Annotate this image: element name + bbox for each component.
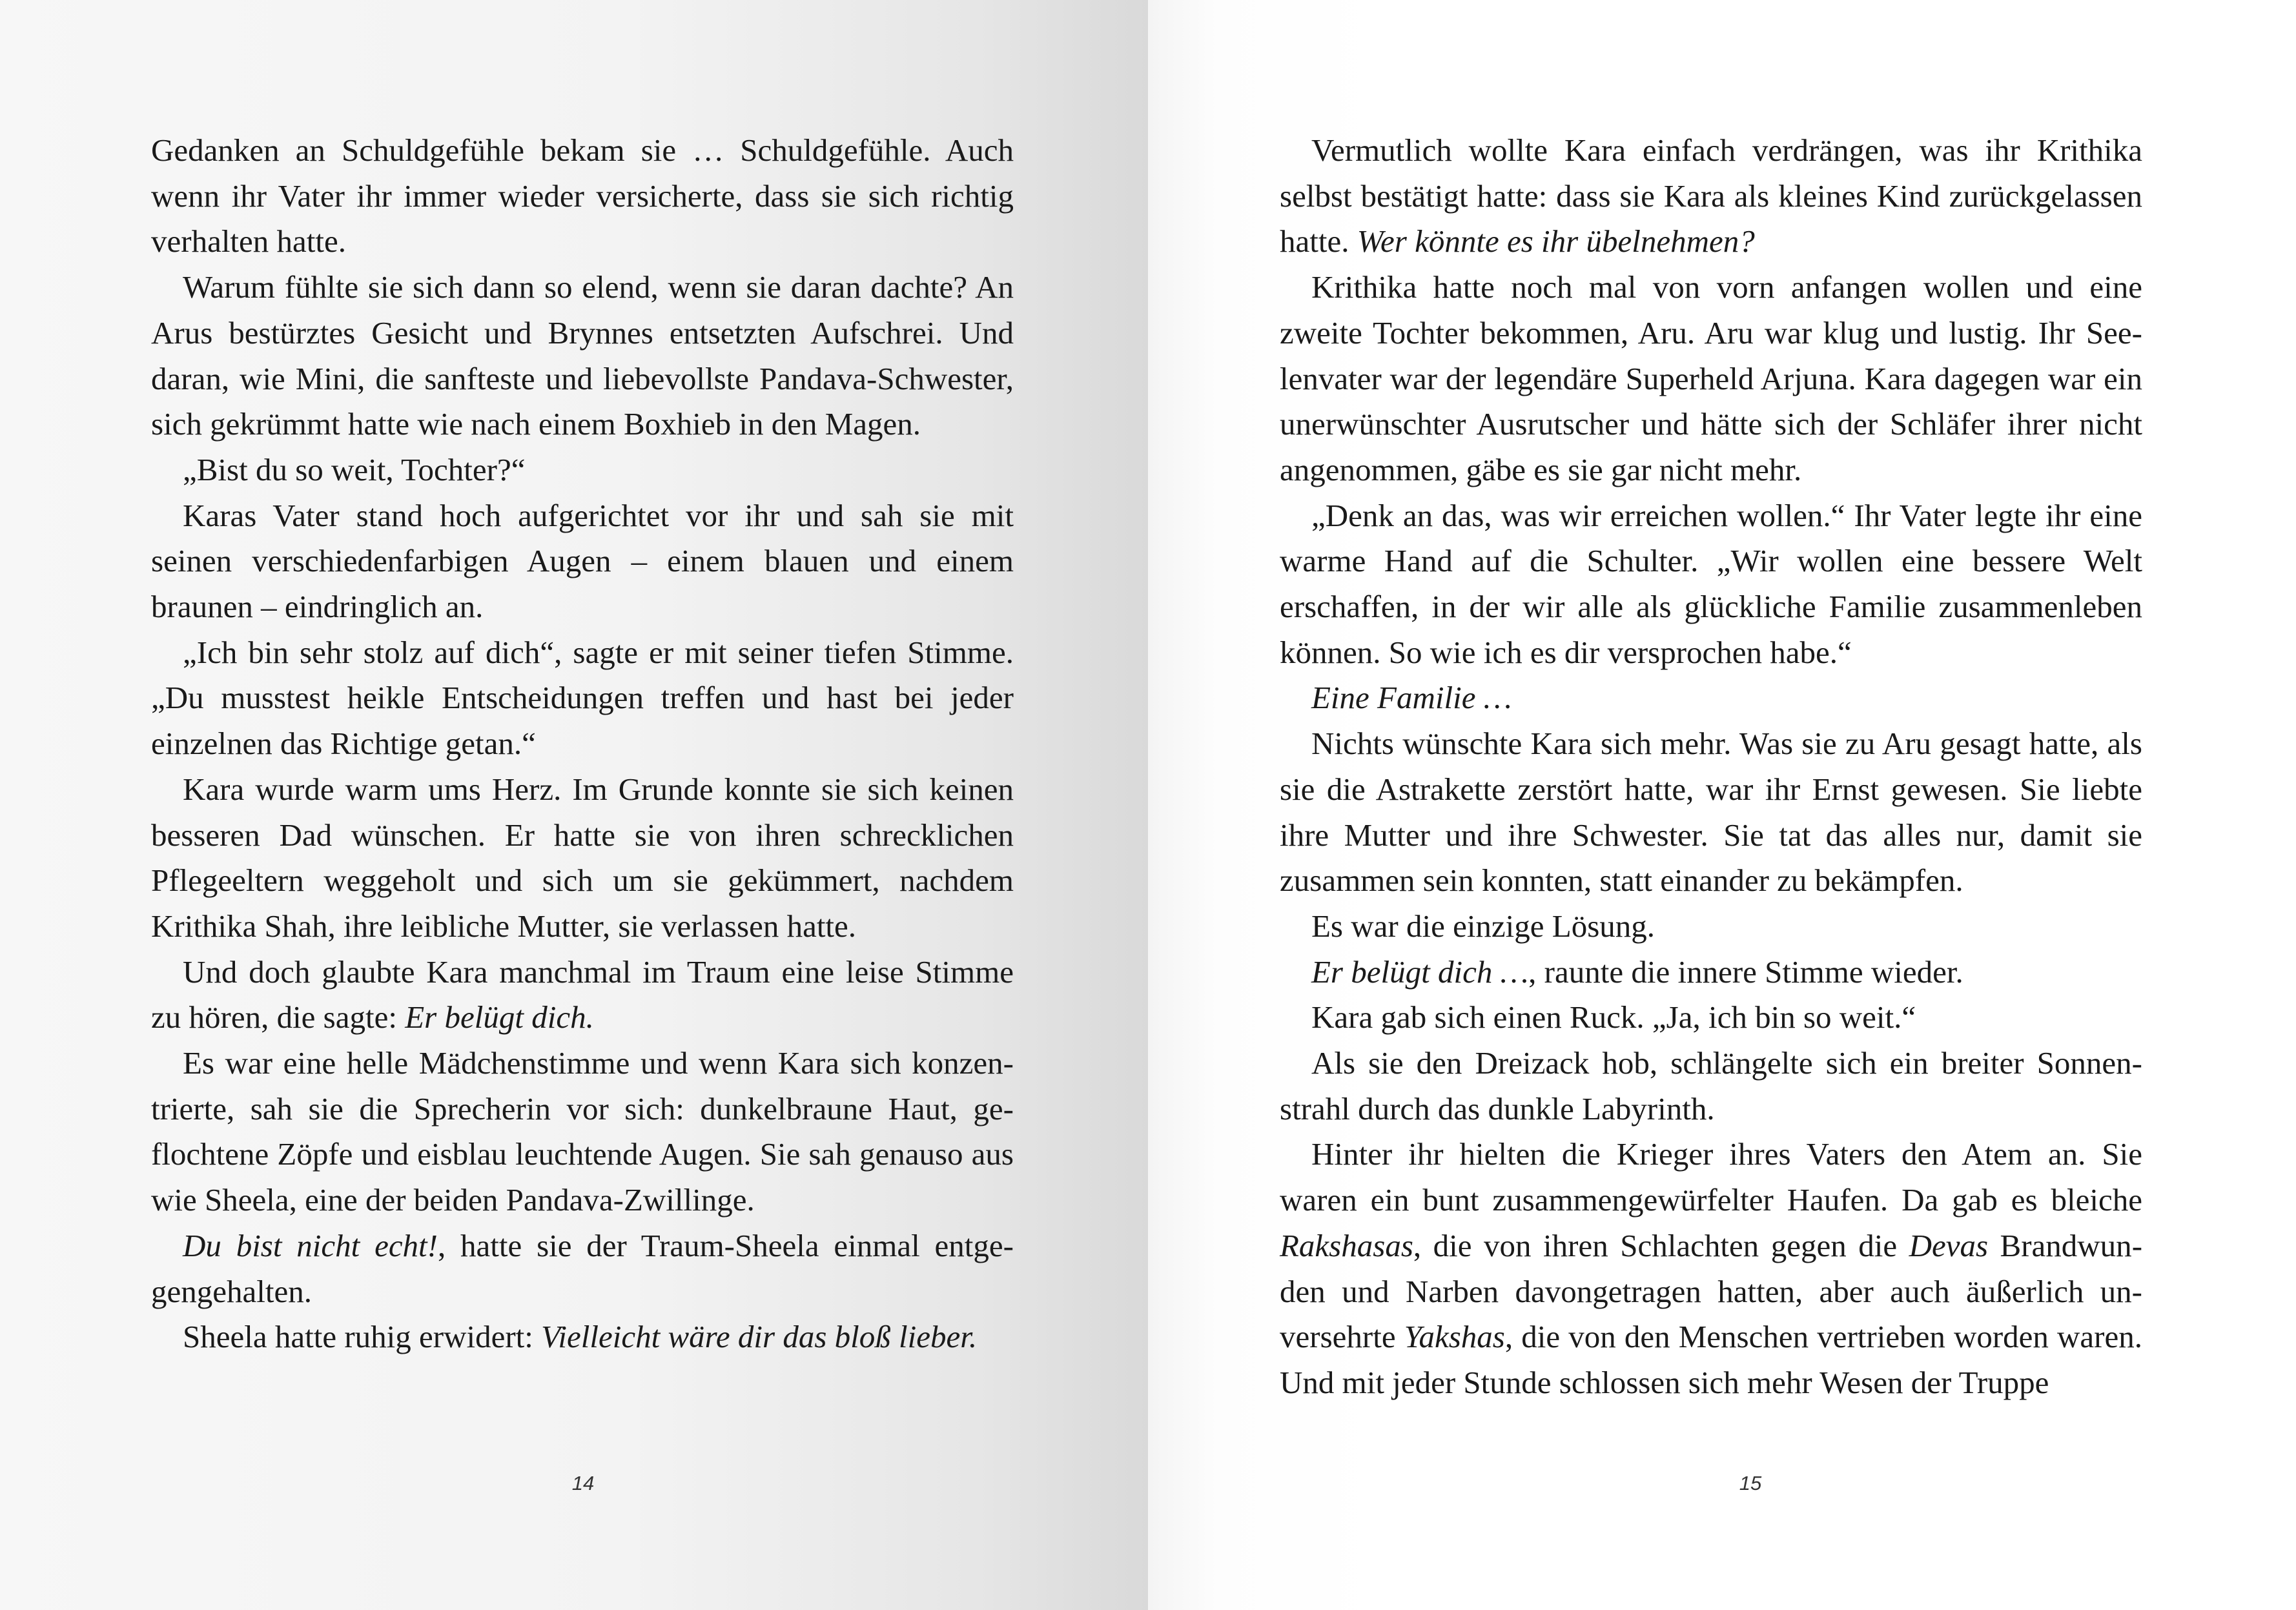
text-segment: Sheela hatte ruhig erwidert:: [183, 1319, 542, 1355]
italic-text-segment: Yakshas: [1404, 1319, 1505, 1355]
paragraph: [1280, 675, 2142, 721]
text-segment: Als sie den Dreizack hob, schlängelte sich ein breiter Sonnenstrahl durch das dunkle Labyrinth.: [1280, 1045, 2142, 1126]
paragraph: [1280, 265, 2142, 493]
paragraph: [151, 1041, 1014, 1223]
paragraph: [1280, 493, 2142, 676]
paragraph: [1280, 995, 2142, 1041]
left-page-number: 14: [571, 1472, 595, 1494]
italic-text-segment: Devas: [1909, 1227, 1989, 1263]
italic-text-segment: Vielleicht wäre dir das bloß lieber.: [541, 1319, 978, 1355]
text-segment: , hatte sie der Traum-Sheela einmal entgegengehalten.: [151, 1227, 1014, 1309]
text-segment: , die von den Menschen vertrieben worden waren. Und mit jeder Stunde schlossen sich mehr Wesen der Truppe: [1280, 1319, 2142, 1400]
text-segment: „Denk an das, was wir erreichen wollen.“ Ihr Vater legte ihr eine warme Hand auf die Schulter. „Wir wollen eine bessere Welt erschaffen, in der wir alle als glückliche Familie zusammenleben können. So wie ich es dir versprochen habe.“: [1280, 497, 2142, 670]
paragraph: [1280, 1132, 2142, 1405]
text-segment: , raunte die innere Stimme wieder.: [1528, 953, 1963, 990]
right-page-text: [1280, 128, 2142, 1406]
italic-text-segment: Eine Familie …: [1311, 680, 1512, 716]
paragraph: [151, 950, 1014, 1041]
right-page: [1148, 0, 2296, 1610]
paragraph: [151, 630, 1014, 767]
text-segment: Karas Vater stand hoch aufgerichtet vor ihr und sah sie mit seinen verschiedenfarbigen Augen – einem blauen und einem braunen – eindringlich an.: [151, 497, 1014, 625]
text-segment: Warum fühlte sie sich dann so elend, wenn sie daran dachte? An Arus bestürztes Gesicht und Brynnes entsetzten Aufschrei. Und daran, wie Mini, die sanfteste und liebevollste Pandava-Schwester, sich gekrümmt hatte wie nach einem Boxhieb in den Magen.: [151, 269, 1014, 442]
paragraph: [151, 767, 1014, 950]
italic-text-segment: Wer könnte es ihr übelnehmen?: [1357, 223, 1755, 260]
text-segment: , die von ihren Schlachten gegen die: [1413, 1227, 1909, 1263]
text-segment: Hinter ihr hielten die Krieger ihres Vaters den Atem an. Sie waren ein bunt zusammengewürfelter Haufen. Da gab es bleiche: [1280, 1136, 2142, 1218]
paragraph: [1280, 904, 2142, 950]
text-segment: Kara wurde warm ums Herz. Im Grunde konnte sie sich keinen besseren Dad wünschen. Er hatte sie von ihren schrecklichen Pflegeeltern weggeholt und sich um sie gekümmert, nachdem Krithika Shah, ihre leibliche Mutter, sie verlassen hatte.: [151, 771, 1014, 944]
italic-text-segment: Er belügt dich …: [1311, 953, 1529, 990]
text-segment: „Ich bin sehr stolz auf dich“, sagte er mit seiner tiefen Stimme. „Du musstest heikle Entscheidungen treffen und hast bei jeder einzelnen das Richtige getan.“: [151, 634, 1014, 762]
paragraph: [151, 128, 1014, 265]
right-page-number: 15: [1739, 1472, 1762, 1494]
text-segment: Es war eine helle Mädchenstimme und wenn Kara sich konzentrierte, sah sie die Sprecherin vor sich: dunkelbraune Haut, geflochtene Zöpfe und eisblau leuchtende Augen. Sie sah genauso aus wie Sheela, eine der beiden Pandava-Zwillinge.: [151, 1045, 1014, 1218]
paragraph: [151, 447, 1014, 493]
text-segment: Und doch glaubte Kara manchmal im Traum eine leise Stimme zu hören, die sagte:: [151, 953, 1014, 1035]
paragraph: [151, 493, 1014, 630]
text-segment: Gedanken an Schuldgefühle bekam sie … Schuldgefühle. Auch wenn ihr Vater ihr immer wieder versicherte, dass sie sich richtig verhalten hatte.: [151, 132, 1014, 260]
paragraph: [1280, 721, 2142, 904]
paragraph: [1280, 1041, 2142, 1132]
paragraph: [1280, 950, 2142, 995]
left-page-text: [151, 128, 1014, 1360]
text-segment: Brandwunden und Narben davongetragen hatten, aber auch äußerlich unversehrte: [1280, 1227, 2143, 1355]
text-segment: Krithika hatte noch mal von vorn anfangen wollen und eine zweite Tochter bekommen, Aru. Aru war klug und lustig. Ihr Seelenvater war der legendäre Superheld Arjuna. Kara dagegen war ein unerwünschter Ausrutscher und hätte sich der Schläfer ihrer nicht angenommen, gäbe es sie gar nicht mehr.: [1280, 269, 2142, 487]
paragraph: [151, 1223, 1014, 1314]
paragraph: [1280, 128, 2142, 265]
text-segment: Nichts wünschte Kara sich mehr. Was sie zu Aru gesagt hatte, als sie die Astrakette zerstört hatte, war ihr Ernst gewesen. Sie liebte ihre Mutter und ihre Schwester. Sie tat das alles nur, damit sie zusammen sein konnten, statt einander zu bekämpfen.: [1280, 726, 2142, 899]
text-segment: „Bist du so weit, Tochter?“: [183, 451, 526, 487]
italic-text-segment: Du bist nicht echt!: [183, 1227, 438, 1263]
text-segment: Es war die einzige Lösung.: [1311, 908, 1655, 944]
text-segment: Kara gab sich einen Ruck. „Ja, ich bin so weit.“: [1311, 999, 1916, 1035]
italic-text-segment: Rakshasas: [1280, 1227, 1413, 1263]
text-segment: Vermutlich wollte Kara einfach verdrängen, was ihr Krithika selbst bestätigt hatte: dass sie Kara als kleines Kind zurückgelassen hatte.: [1280, 132, 2142, 260]
paragraph: [151, 1314, 1014, 1360]
italic-text-segment: Er belügt dich.: [405, 999, 594, 1035]
paragraph: [151, 265, 1014, 447]
